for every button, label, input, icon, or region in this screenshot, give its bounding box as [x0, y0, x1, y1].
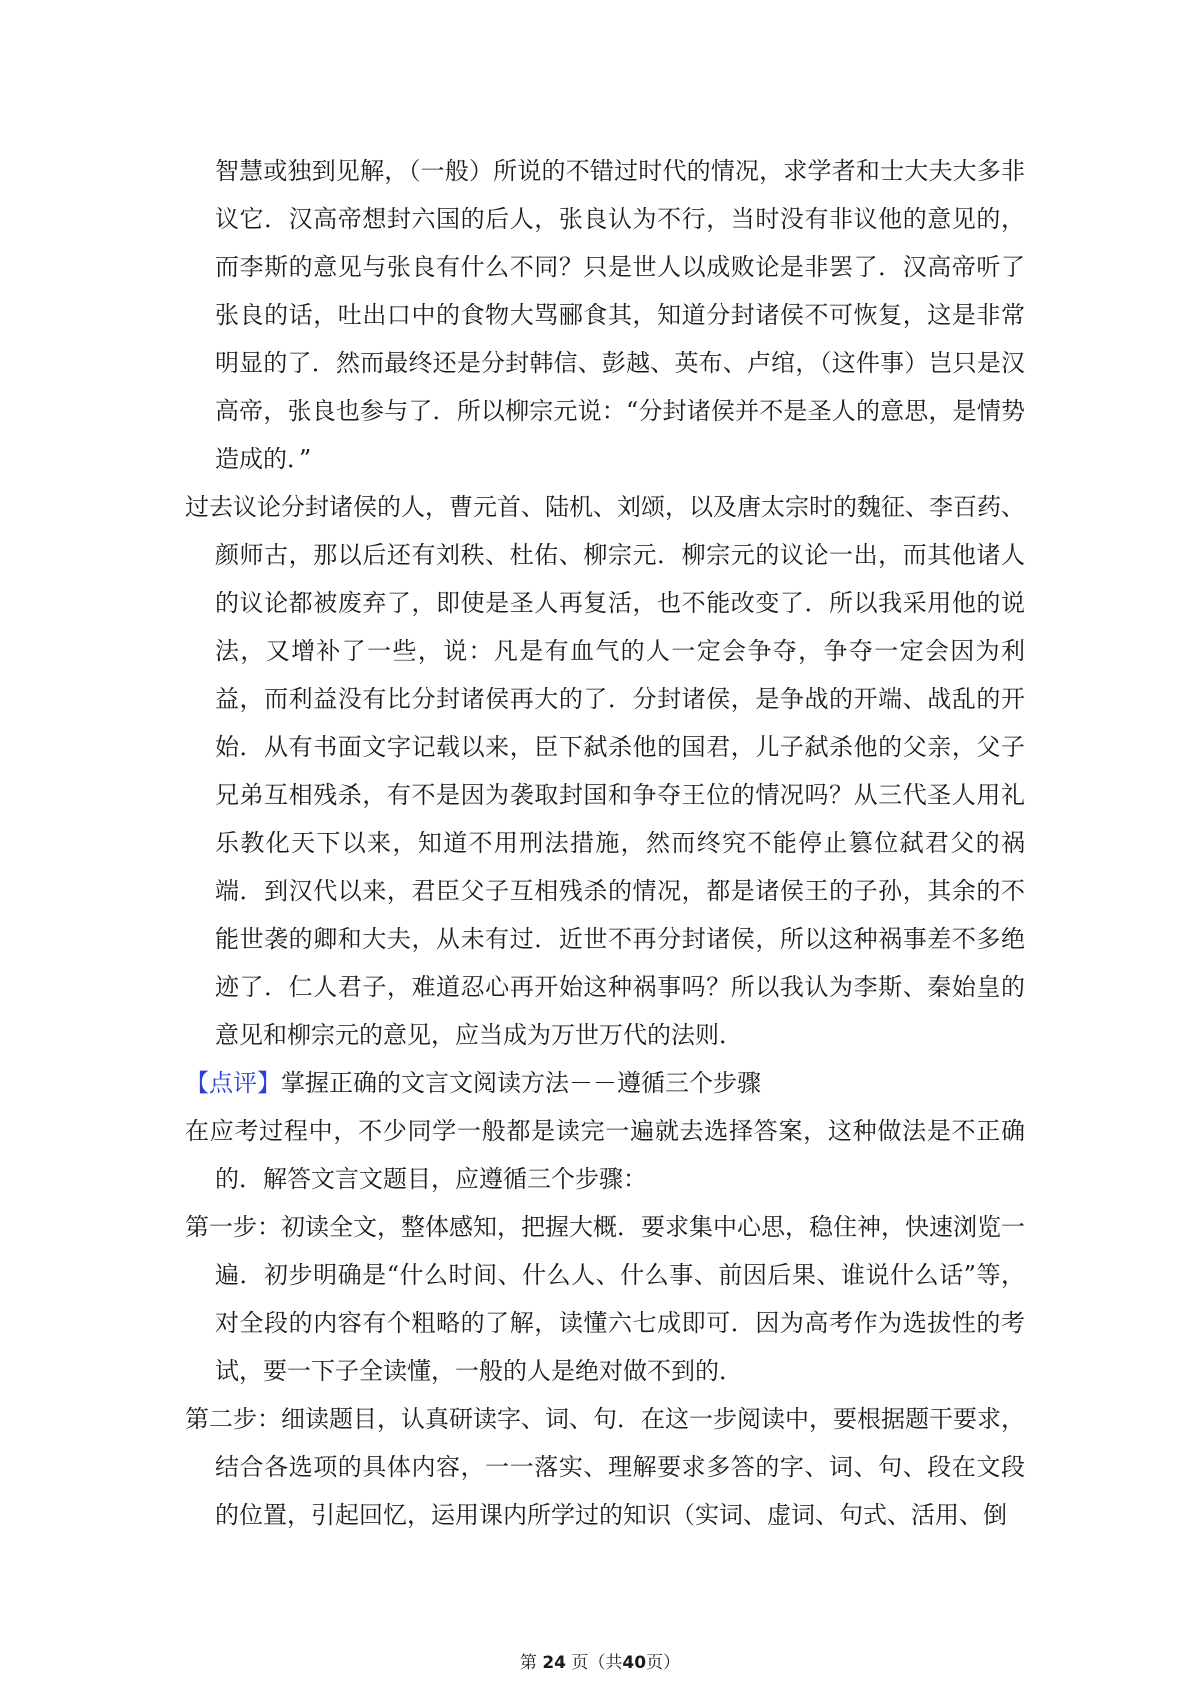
paragraph-step-two: 第二步：细读题目，认真研读字、词、句．在这一步阅读中，要根据题干要求，结合各选项的具体内容，一一落实、理解要求多答的字、词、句、段在文段的位置，引起回忆，运用课内所学过的知识（实词、虚词、句式、活用、倒 [185, 1405, 1025, 1529]
comment-text: 掌握正确的文言文阅读方法－－遵循三个步骤 [281, 1069, 761, 1097]
paragraph-step-one: 第一步：初读全文，整体感知，把握大概．要求集中心思，稳住神，快速浏览一遍．初步明确是“什么时间、什么人、什么事、前因后果、谁说什么话”等，对全段的内容有个粗略的了解，读懂六七成即可．因为高考作为选拔性的考试，要一下子全读懂，一般的人是绝对做不到的． [185, 1213, 1025, 1385]
footer-middle: 页（共 [571, 1653, 623, 1673]
document-body [185, 147, 1025, 1539]
footer-page-number: 24 [542, 1653, 566, 1673]
paragraph-translation-fengjian: 过去议论分封诸侯的人，曹元首、陆机、刘颂，以及唐太宗时的魏征、李百药、颜师古，那以后还有刘秩、杜佑、柳宗元．柳宗元的议论一出，而其他诸人的议论都被废弃了，即使是圣人再复活，也不能改变了．所以我采用他的说法，又增补了一些，说：凡是有血气的人一定会争夺，争夺一定会因为利益，而利益没有比分封诸侯再大的了．分封诸侯，是争战的开端、战乱的开始．从有书面文字记载以来，臣下弑杀他的国君，儿子弑杀他的父亲，父子兄弟互相残杀，有不是因为袭取封国和争夺王位的情况吗？从三代圣人用礼乐教化天下以来，知道不用刑法措施，然而终究不能停止篡位弑君父的祸端．到汉代以来，君臣父子互相残杀的情况，都是诸侯王的子孙，其余的不能世袭的卿和大夫，从未有过．近世不再分封诸侯，所以这种祸事差不多绝迹了．仁人君子，难道忍心再开始这种祸事吗？所以我认为李斯、秦始皇的意见和柳宗元的意见，应当成为万世万代的法则． [185, 493, 1025, 1049]
footer-suffix: 页） [646, 1653, 681, 1673]
paragraph-comment [185, 1059, 1025, 1107]
footer-prefix: 第 [519, 1653, 537, 1673]
page-footer [0, 1648, 1200, 1673]
paragraph-translation-continued: 智慧或独到见解，（一般）所说的不错过时代的情况，求学者和士大夫大多非议它．汉高帝想封六国的后人，张良认为不行，当时没有非议他的意见的，而李斯的意见与张良有什么不同？只是世人以成败论是非罢了．汉高帝听了张良的话，吐出口中的食物大骂郦食其，知道分封诸侯不可恢复，这是非常明显的了．然而最终还是分封韩信、彭越、英布、卢绾，（这件事）岂只是汉高帝，张良也参与了．所以柳宗元说：“分封诸侯并不是圣人的意思，是情势造成的．” [215, 157, 1025, 473]
paragraph-exam-process: 在应考过程中，不少同学一般都是读完一遍就去选择答案，这种做法是不正确的．解答文言文题目，应遵循三个步骤： [185, 1117, 1025, 1193]
footer-total-pages: 40 [622, 1653, 647, 1673]
comment-tag: 【点评】 [185, 1069, 281, 1097]
